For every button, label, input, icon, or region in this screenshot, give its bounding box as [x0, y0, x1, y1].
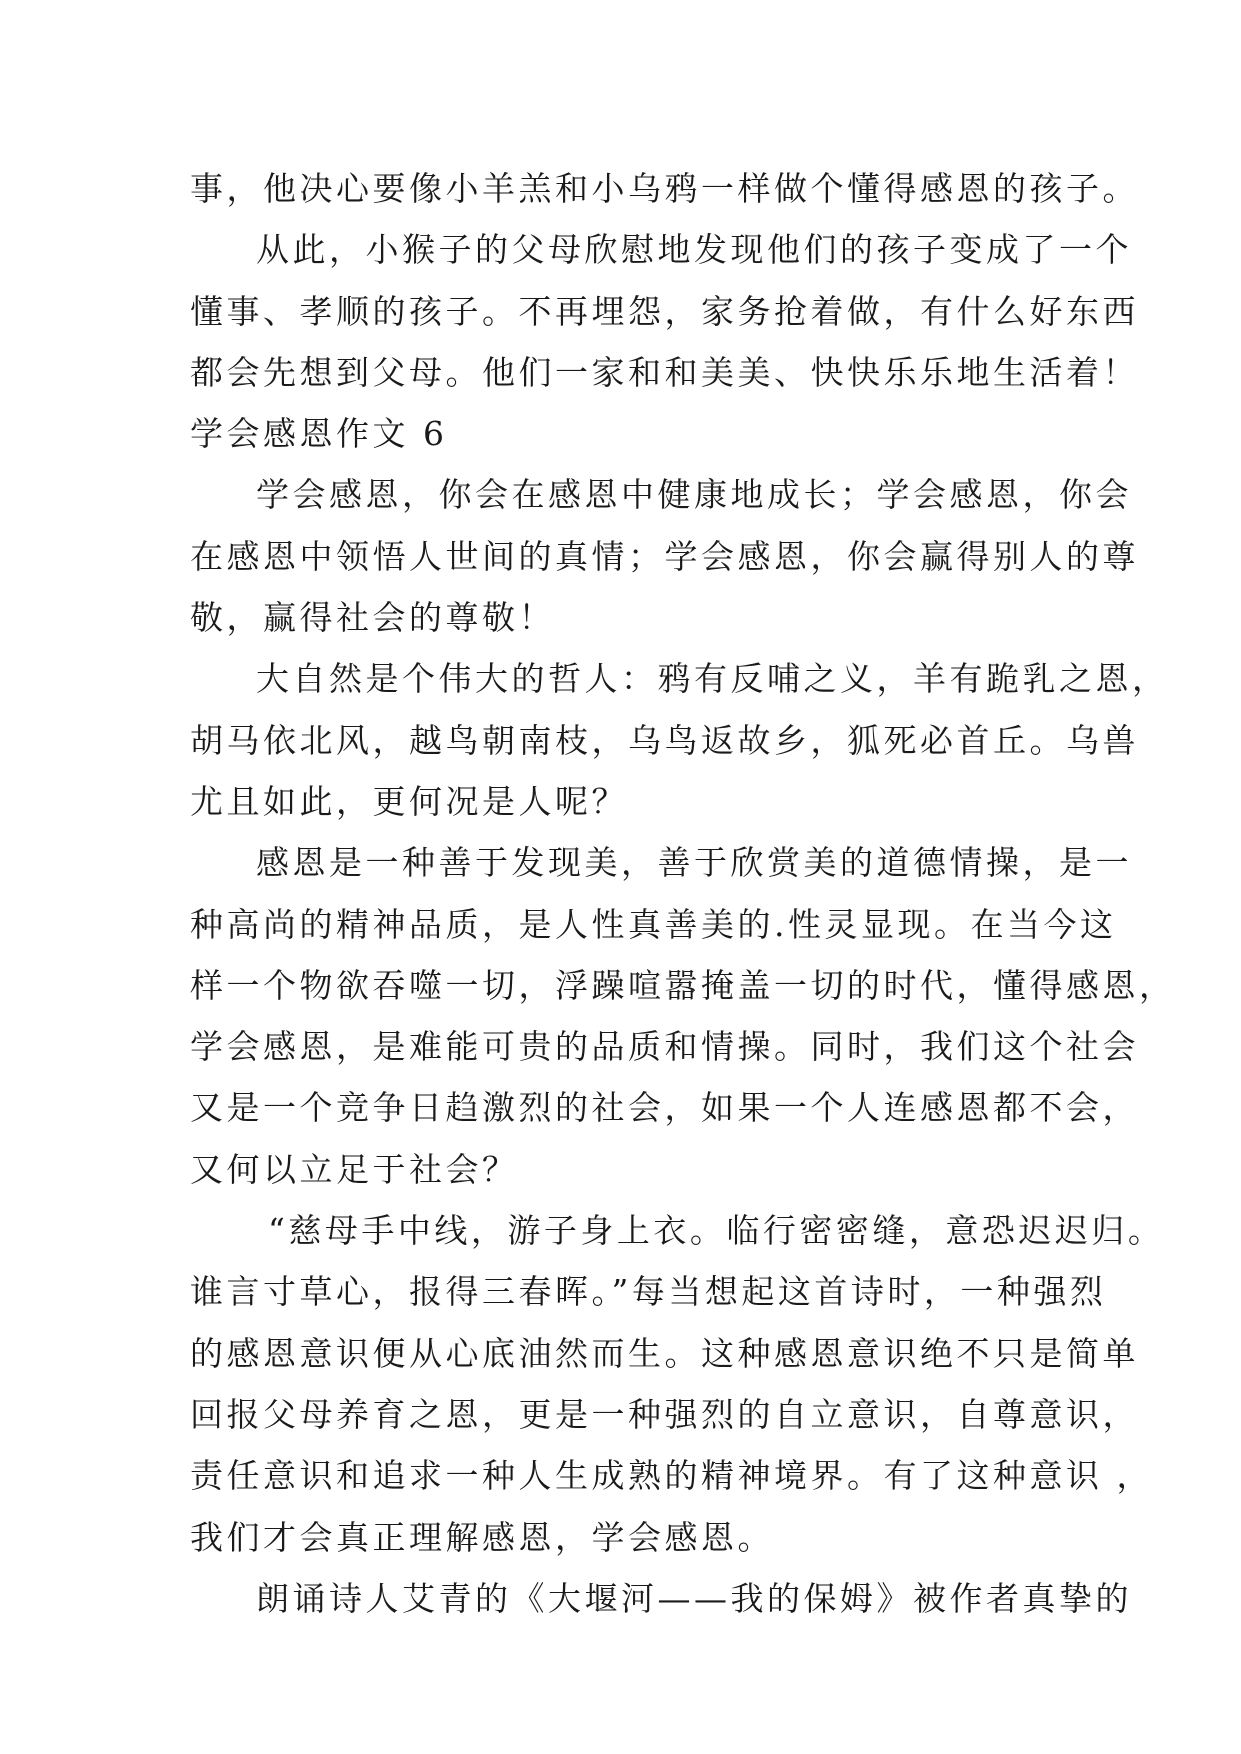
paragraph-start-line: 朗诵诗人艾青的《大堰河——我的保姆》被作者真挚的 — [256, 1578, 1132, 1618]
text-line: 种高尚的精神品质，是人性真善美的.性灵显现。在当今这 — [190, 904, 1117, 944]
text-line: 敬，赢得社会的尊敬！ — [190, 598, 555, 638]
section-heading: 学会感恩作文 6 — [190, 414, 448, 454]
paragraph-start-line: 从此，小猴子的父母欣慰地发现他们的孩子变成了一个 — [256, 230, 1132, 270]
text-line: 责任意识和追求一种人生成熟的精神境界。有了这种意识 ， — [190, 1456, 1153, 1496]
paragraph-start-line: “慈母手中线，游子身上衣。临行密密缝，意恐迟迟归。 — [268, 1211, 1165, 1251]
text-line: 又何以立足于社会？ — [190, 1149, 519, 1189]
text-line: 回报父母养育之恩，更是一种强烈的自立意识，自尊意识， — [190, 1394, 1139, 1434]
text-line: 懂事、孝顺的孩子。不再埋怨，家务抢着做，有什么好东西 — [190, 291, 1139, 331]
text-line: 我们才会真正理解感恩，学会感恩。 — [190, 1517, 774, 1557]
text-line: 尤且如此，更何况是人呢？ — [190, 781, 628, 821]
text-line: 的感恩意识便从心底油然而生。这种感恩意识绝不只是简单 — [190, 1333, 1139, 1373]
text-line: 谁言寸草心，报得三春晖。”每当想起这首诗时，一种强烈 — [190, 1272, 1107, 1312]
text-line: 又是一个竞争日趋激烈的社会，如果一个人连感恩都不会， — [190, 1088, 1139, 1128]
text-line: 样一个物欲吞噬一切，浮躁喧嚣掩盖一切的时代，懂得感恩， — [190, 965, 1176, 1005]
paragraph-start-line: 学会感恩，你会在感恩中健康地成长；学会感恩，你会 — [256, 475, 1132, 515]
text-line: 事，他决心要像小羊羔和小乌鸦一样做个懂得感恩的孩子。 — [190, 169, 1139, 208]
text-line: 在感恩中领悟人世间的真情；学会感恩，你会赢得别人的尊 — [190, 536, 1139, 576]
text-line: 都会先想到父母。他们一家和和美美、快快乐乐地生活着！ — [190, 352, 1139, 392]
paragraph-start-line: 感恩是一种善于发现美，善于欣赏美的道德情操，是一 — [256, 843, 1132, 883]
text-line: 胡马依北风，越鸟朝南枝，乌鸟返故乡，狐死必首丘。乌兽 — [190, 720, 1139, 760]
document-body — [190, 158, 1176, 1629]
paragraph-start-line: 大自然是个伟大的哲人：鸦有反哺之义，羊有跪乳之恩， — [256, 659, 1169, 699]
text-line: 学会感恩，是难能可贵的品质和情操。同时，我们这个社会 — [190, 1027, 1139, 1067]
